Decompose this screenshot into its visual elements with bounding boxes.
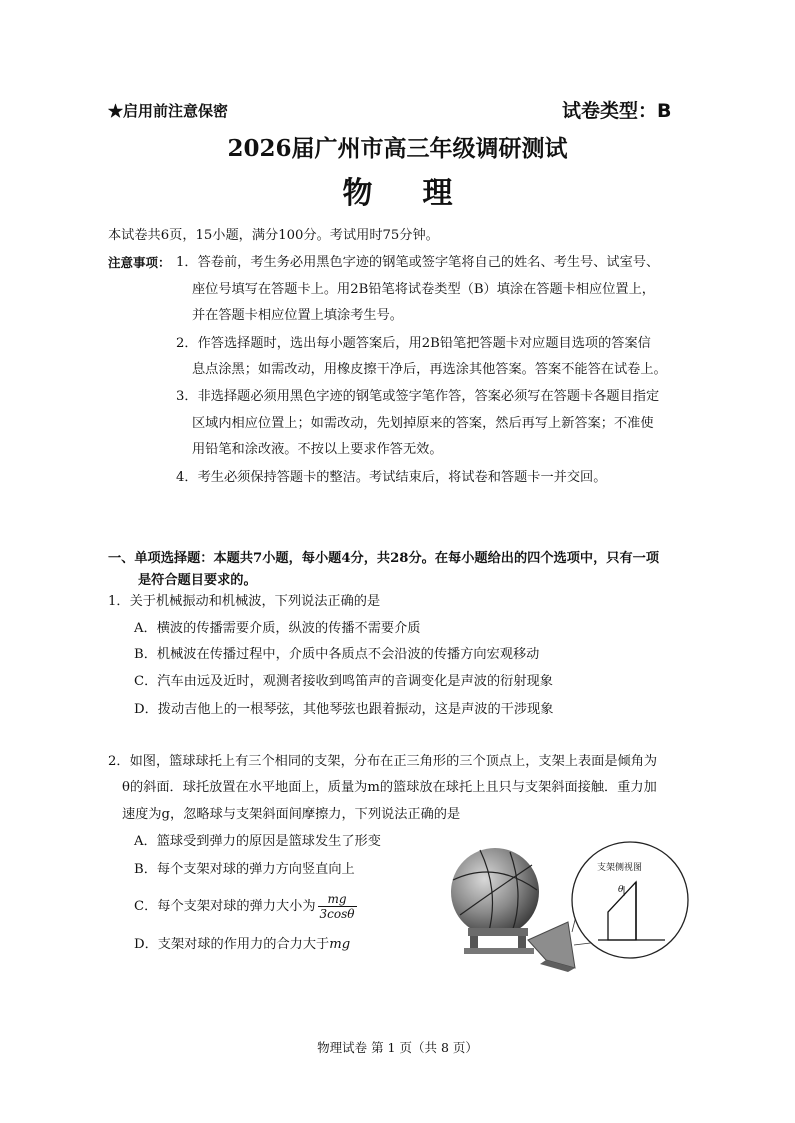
note-2-line-2: 息点涂黑；如需改动，用橡皮擦干净后，再选涂其他答案。答案不能答在试卷上。 (192, 362, 667, 377)
q2-option-a: A．篮球受到弹力的原因是篮球发生了形变 (134, 834, 381, 849)
q2-figure (440, 820, 700, 980)
paper-type: 试卷类型：B (562, 100, 672, 122)
q2-option-d-text: D．支架对球的作用力的合力大于 (134, 937, 330, 952)
ball-holder-support (470, 936, 478, 950)
q2-option-c-fraction (318, 892, 357, 921)
side-view-label: 支架侧视图 (597, 863, 643, 873)
q1-option-c: C．汽车由远及近时，观测者接收到鸣笛声的音调变化是声波的衍射现象 (134, 674, 553, 689)
confidential-mark: ★启用前注意保密 (108, 102, 229, 120)
subject-title: 物理 (342, 176, 503, 211)
note-1-line-1: 1．答卷前，考生务必用黑色字迹的钢笔或签字笔将自己的姓名、考生号、试室号、 (176, 255, 660, 270)
q2-option-b: B．每个支架对球的弹力方向竖直向上 (134, 862, 355, 877)
section-heading-line-2: 是符合题目要求的。 (138, 573, 257, 588)
triangle-holder (528, 922, 575, 968)
fraction-numerator: mg (318, 892, 357, 907)
note-3-line-1: 3．非选择题必须用黑色字迹的钢笔或签字笔作答，答案必须写在答题卡各题目指定 (176, 389, 660, 404)
q2-option-c (134, 892, 357, 922)
note-2-line-1: 2．作答选择题时，选出每小题答案后，用2B铅笔把答题卡对应题目选项的答案信 (176, 336, 651, 351)
exam-intro: 本试卷共6页，15小题，满分100分。考试用时75分钟。 (108, 228, 439, 243)
notes-label: 注意事项： (108, 255, 171, 270)
q2-stem-line-2: θ的斜面．球托放置在水平地面上，质量为m的篮球放在球托上且只与支架斜面接触．重力加 (122, 780, 657, 795)
section-heading-line-1: 一、单项选择题：本题共7小题，每小题4分，共28分。在每小题给出的四个选项中，只有一项 (108, 551, 660, 566)
q1-option-a: A．横波的传播需要介质，纵波的传播不需要介质 (134, 621, 421, 636)
q2-stem-line-3: 速度为g，忽略球与支架斜面间摩擦力，下列说法正确的是 (122, 807, 461, 822)
exam-title: 2026届广州市高三年级调研测试 (227, 135, 568, 162)
ball-holder-base (464, 948, 534, 954)
page-footer: 物理试卷 第 1 页（共 8 页） (317, 1040, 478, 1055)
q1-option-b: B．机械波在传播过程中，介质中各质点不会沿波的传播方向宏观移动 (134, 647, 540, 662)
basketball (451, 848, 539, 936)
q2-option-d-variable: mg (329, 937, 351, 952)
note-3-line-3: 用铅笔和涂改液。不按以上要求作答无效。 (192, 442, 443, 457)
q2-stem-line-1: 2．如图，篮球球托上有三个相同的支架，分布在正三角形的三个顶点上，支架上表面是倾角为 (108, 754, 658, 769)
q2-option-d (134, 935, 350, 955)
q2-option-c-text: C．每个支架对球的弹力大小为 (134, 899, 316, 914)
angle-theta-label: θ (618, 885, 624, 895)
q1-option-d: D．拨动吉他上的一根琴弦，其他琴弦也跟着振动，这是声波的干涉现象 (134, 702, 554, 717)
note-3-line-2: 区域内相应位置上；如需改动，先划掉原来的答案，然后再写上新答案；不准使 (192, 416, 654, 431)
note-1-line-2: 座位号填写在答题卡上。用2B铅笔将试卷类型（B）填涂在答题卡相应位置上， (192, 282, 655, 297)
fraction-denominator: 3cosθ (319, 907, 355, 921)
note-4-line-1: 4．考生必须保持答题卡的整洁。考试结束后，将试卷和答题卡一并交回。 (176, 470, 607, 485)
ball-holder-support (518, 936, 526, 950)
q1-stem: 1．关于机械振动和机械波，下列说法正确的是 (108, 594, 381, 609)
ball-holder-support (468, 928, 528, 936)
note-1-line-3: 并在答题卡相应位置上填涂考生号。 (192, 308, 403, 323)
